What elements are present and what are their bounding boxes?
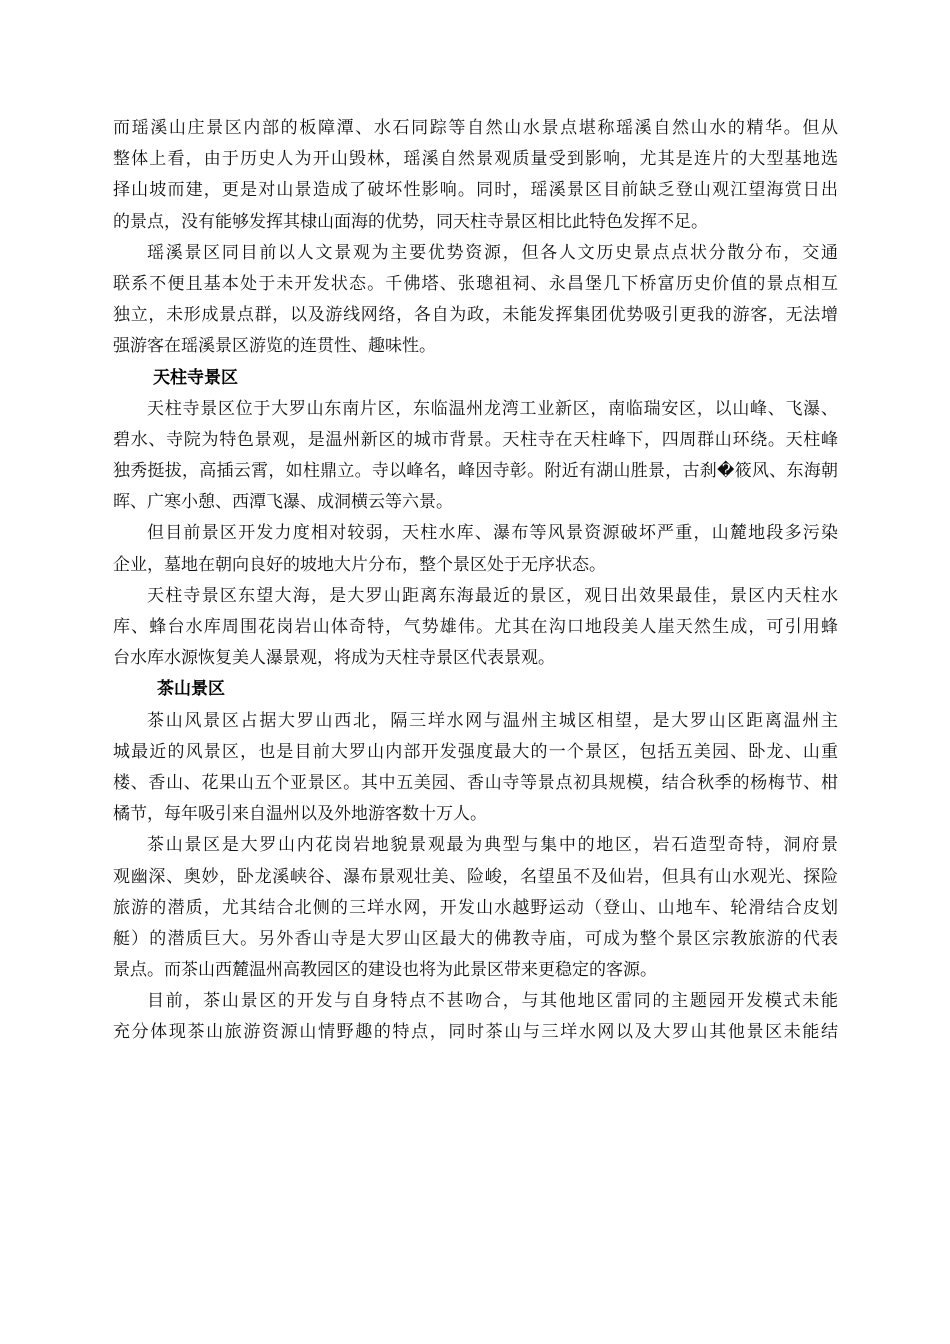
paragraph xyxy=(113,830,838,986)
paragraph xyxy=(113,394,838,519)
text-line: 库、蜂台水库周围花岗岩山体奇特，气势雄伟。尤其在沟口地段美人崖天然生成，可引用蜂 xyxy=(113,617,838,637)
text-line: 台水库水源恢复美人瀑景观，将成为天柱寺景区代表景观。 xyxy=(113,648,555,669)
document-body xyxy=(113,113,838,1049)
text-line: 企业，墓地在朝向良好的坡地大片分布，整个景区处于无序状态。 xyxy=(113,554,606,575)
section-heading: 茶山景区 xyxy=(157,679,225,700)
paragraph xyxy=(113,238,838,363)
text-line: 天柱寺景区东望大海，是大罗山距离东海最近的景区，观日出效果最佳，景区内天柱水 xyxy=(147,585,838,606)
text-line: 独秀挺拔，高插云霄，如柱鼎立。寺以峰名，峰因寺彰。附近有湖山胜景，古刹�筱风、东海朝 xyxy=(113,461,838,482)
text-line: 橘节，每年吸引来自温州以及外地游客数十万人。 xyxy=(113,804,487,825)
text-line: 碧水、寺院为特色景观，是温州新区的城市背景。天柱寺在天柱峰下，四周群山环绕。天柱峰 xyxy=(113,429,838,450)
text-line: 城最近的风景区，也是目前大罗山内部开发强度最大的一个景区，包括五美园、卧龙、山重 xyxy=(113,741,838,762)
text-line: 的景点，没有能够发挥其棣山面海的优势，同天柱寺景区相比此特色发挥不足。 xyxy=(113,211,708,232)
section-heading: 天柱寺景区 xyxy=(153,367,238,388)
text-line: 旅游的潜质，尤其结合北侧的三垟水网，开发山水越野运动（登山、山地车、轮滑结合皮划 xyxy=(113,897,838,918)
text-line: 晖、广寒小憩、西潭飞瀑、成洞横云等六景。 xyxy=(113,492,453,513)
paragraph xyxy=(113,706,838,831)
text-line: 独立，未形成景点群，以及游线网络，各自为政，未能发挥集团优势吸引更我的游客，无法增 xyxy=(113,305,838,326)
paragraph xyxy=(113,581,838,675)
text-line: 楼、香山、花果山五个亚景区。其中五美园、香山寺等景点初具规模，结合秋季的杨梅节、柑 xyxy=(113,772,838,793)
text-line: 整体上看，由于历史人为开山毁林，瑶溪自然景观质量受到影响，尤其是连片的大型基地选 xyxy=(113,149,838,170)
text-line: 但目前景区开发力度相对较弱，天柱水库、瀑布等风景资源破坏严重，山麓地段多污染 xyxy=(147,523,838,544)
text-line: 茶山景区是大罗山内花岗岩地貌景观最为典型与集中的地区，岩石造型奇特，洞府景 xyxy=(147,835,838,856)
text-line: 而瑶溪山庄景区内部的板障潭、水石同踪等自然山水景点堪称瑶溪自然山水的精华。但从 xyxy=(113,118,838,138)
text-line: 艇）的潜质巨大。另外香山寺是大罗山区最大的佛教寺庙，可成为整个景区宗教旅游的代表 xyxy=(113,928,838,949)
text-line: 择山坡而建，更是对山景造成了破坏性影响。同时，瑶溪景区目前缺乏登山观江望海赏日出 xyxy=(113,180,838,201)
text-line: 茶山风景区占据大罗山西北，隔三垟水网与温州主城区相望，是大罗山区距离温州主 xyxy=(147,710,838,731)
text-line: 联系不便且基本处于未开发状态。千佛塔、张璁祖祠、永昌堡几下桥富历史价值的景点相互 xyxy=(113,273,838,294)
text-line: 观幽深、奥妙，卧龙溪峡谷、瀑布景观壮美、险峻，名望虽不及仙岩，但具有山水观光、探险 xyxy=(113,866,838,887)
text-line: 充分体现茶山旅游资源山情野趣的特点，同时茶山与三垟水网以及大罗山其他景区未能结 xyxy=(113,1022,838,1043)
paragraph xyxy=(113,113,838,238)
text-line: 强游客在瑶溪景区游览的连贯性、趣味性。 xyxy=(113,336,436,357)
text-line: 目前，茶山景区的开发与自身特点不甚吻合，与其他地区雷同的主题园开发模式未能 xyxy=(147,991,838,1012)
text-line: 景点。而茶山西麓温州高教园区的建设也将为此景区带来更稳定的客源。 xyxy=(113,960,657,981)
paragraph xyxy=(113,518,838,580)
paragraph xyxy=(113,986,838,1048)
text-line: 天柱寺景区位于大罗山东南片区，东临温州龙湾工业新区，南临瑞安区，以山峰、飞瀑、 xyxy=(147,398,838,419)
text-line: 瑶溪景区同目前以人文景观为主要优势资源，但各人文历史景点点状分散分布，交通 xyxy=(147,242,838,263)
